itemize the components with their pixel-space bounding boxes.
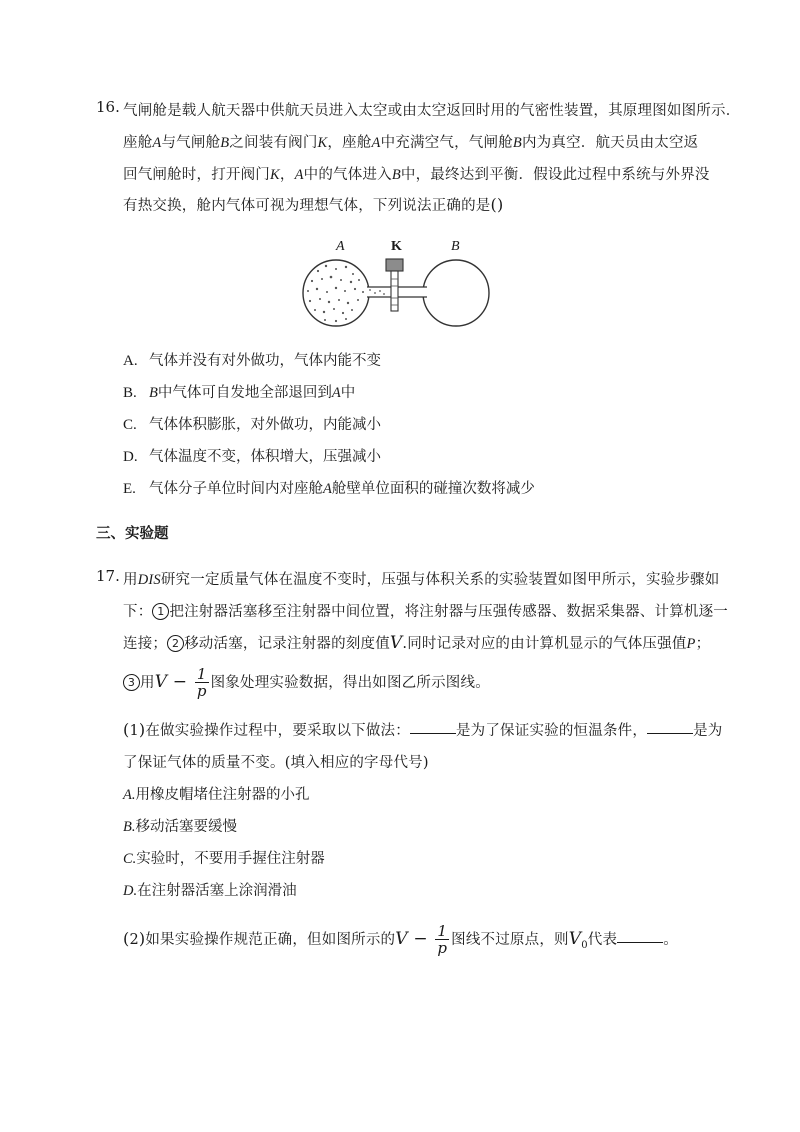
section-title-experiment: 三、实验题 [96, 526, 169, 542]
label-B: B [451, 239, 460, 254]
label-K: K [391, 239, 402, 254]
question-16-number: 16. [96, 98, 120, 116]
q17-sub2-line: (2)如果实验操作规范正确，但如图所示的V − $\frac{1}{p}$ 图线不过原点，则$V_0$代表 。 [123, 922, 678, 957]
step-1-circle: 1 [152, 603, 169, 620]
q16-line-1: 气闸舱是载人航天器中供航天员进入太空或由太空返回时用的气密性装置，其原理图如图所示． [123, 103, 741, 119]
q17-line-4: 3 用V − $\frac{1}{p}$ 图象处理实验数据，得出如图乙所示图线。 [123, 666, 490, 700]
q16-option-A: A. 气体并没有对外做功，气体内能不变 [123, 353, 381, 369]
answer-blank-2[interactable] [647, 732, 693, 734]
q17-line-2: 下： 1 把注射器活塞移至注射器中间位置，将注射器与压强传感器、数据采集器、计算机逐一 [123, 604, 729, 620]
q17-sub1-line-2: 了保证气体的质量不变。(填入相应的字母代号) [123, 755, 429, 771]
q17-choice-D: D.在注射器活塞上涂润滑油 [123, 883, 297, 899]
valve-K-handle [386, 259, 403, 271]
q16-line-4: 有热交换，舱内气体可视为理想气体，下列说法正确的是() [123, 195, 504, 214]
step-2-circle: 2 [167, 635, 184, 652]
q17-line-1: 用DIS研究一定质量气体在温度不变时，压强与体积关系的实验装置如图甲所示，实验步骤如 [123, 572, 720, 588]
airlock-diagram [296, 236, 496, 336]
answer-blank-3[interactable] [617, 941, 663, 943]
q16-option-E: E. 气体分子单位时间内对座舱A舱壁单位面积的碰撞次数将减少 [123, 481, 535, 497]
label-A: A [336, 239, 345, 254]
q17-sub1-line-1: (1)在做实验操作过程中，要采取以下做法： 是为了保证实验的恒温条件， 是为 [123, 720, 723, 739]
q16-option-C: C. 气体体积膨胀，对外做功，内能减小 [123, 417, 381, 433]
q16-option-B: B. B中气体可自发地全部退回到A中 [123, 385, 356, 401]
fraction-one-over-p: $\frac{1}{p}$ [196, 665, 207, 700]
q17-line-3: 连接； 2 移动活塞，记录注射器的刻度值V.同时记录对应的由计算机显示的气体压强值P； [123, 633, 711, 653]
fraction-one-over-p-2: $\frac{1}{p}$ [437, 922, 448, 957]
step-3-circle: 3 [123, 674, 140, 691]
q17-choice-A: A.用橡皮帽堵住注射器的小孔 [123, 787, 310, 803]
q16-line-3: 回气闸舱时，打开阀门K，A中的气体进入B中，最终达到平衡．假设此过程中系统与外界没 [123, 167, 710, 183]
chamber-B [423, 260, 489, 326]
q16-line-2: 座舱A与气闸舱B之间装有阀门K，座舱A中充满空气，气闸舱B内为真空．航天员由太空返 [123, 135, 699, 151]
question-17-number: 17. [96, 567, 120, 585]
q17-choice-C: C.实验时，不要用手握住注射器 [123, 851, 325, 867]
answer-blank-1[interactable] [410, 732, 456, 734]
q17-choice-B: B.移动活塞要缓慢 [123, 819, 237, 835]
answer-parentheses: () [490, 195, 504, 214]
q16-option-D: D. 气体温度不变，体积增大，压强减小 [123, 449, 381, 465]
